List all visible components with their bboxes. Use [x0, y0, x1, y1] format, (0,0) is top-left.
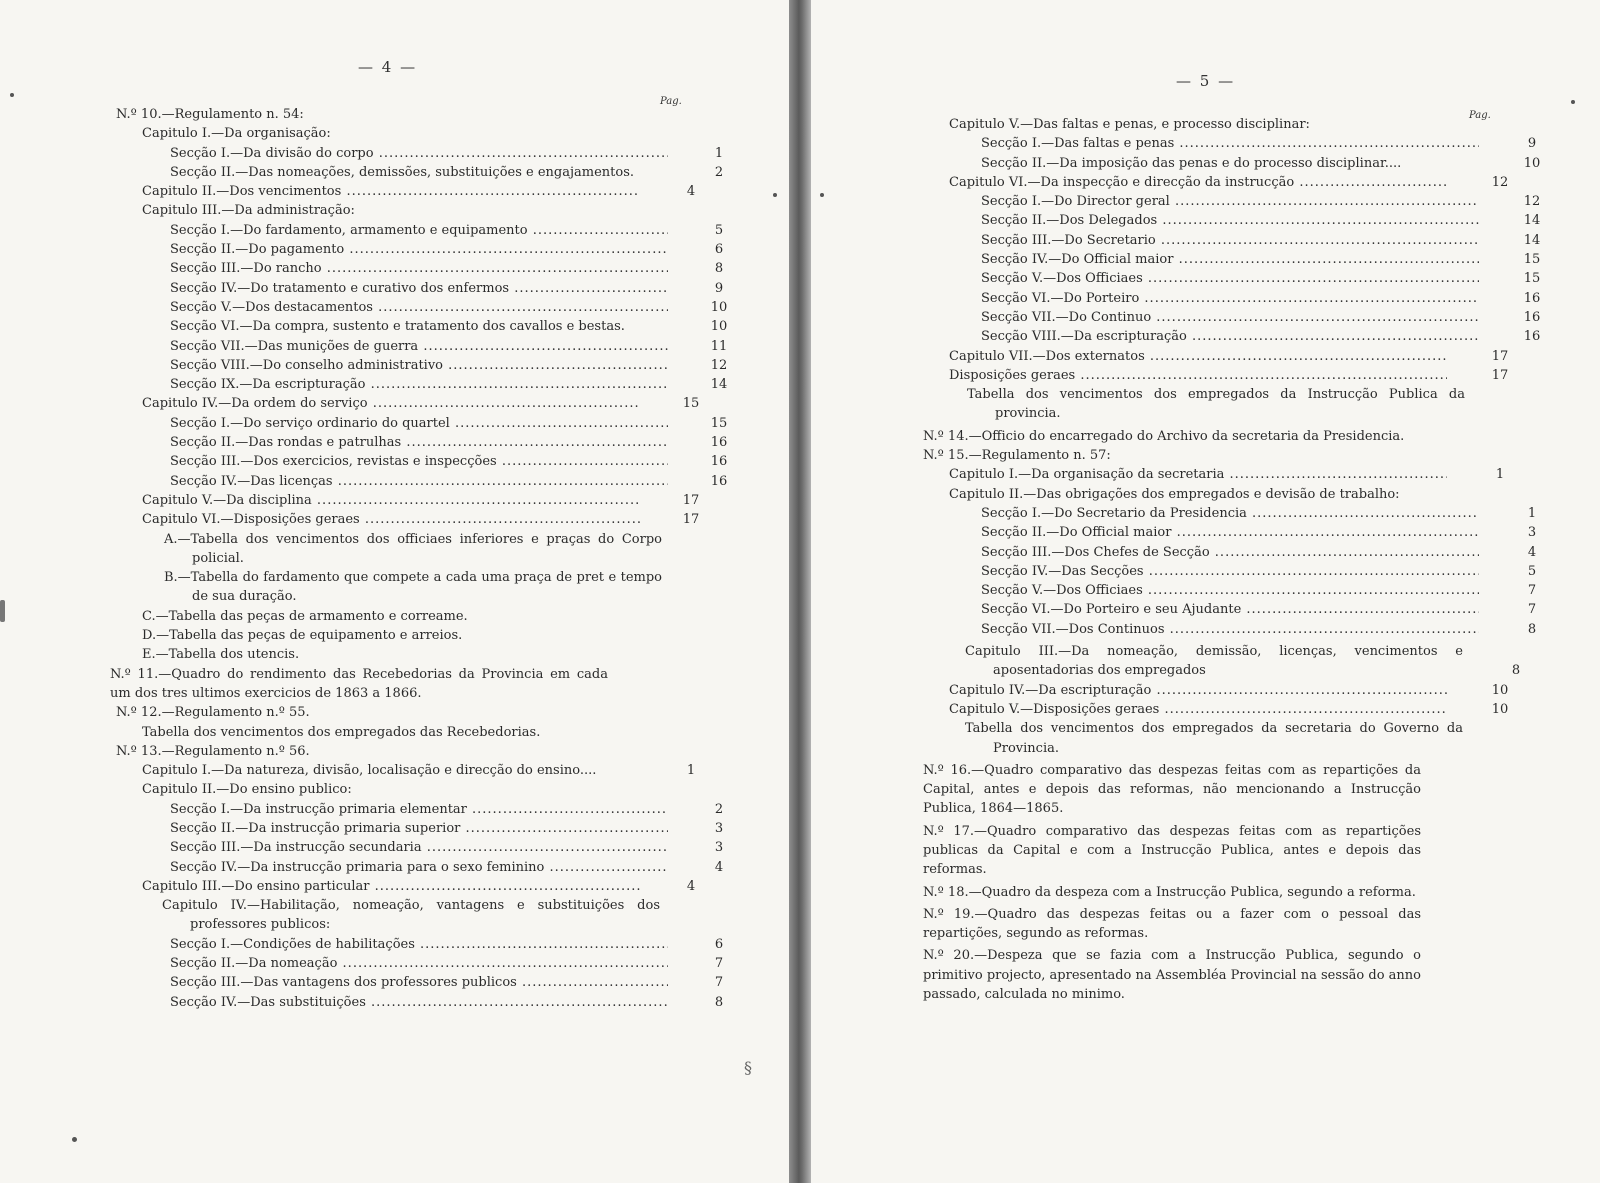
page-ref: 10	[710, 299, 728, 315]
toc-entry: N.º 13.—Regulamento n.º 56.	[116, 743, 310, 759]
toc-entry: Secção I.—Das faltas e penas ..... 9	[923, 134, 1479, 153]
pag-column-label: Pag.	[1469, 110, 1491, 121]
pag-column-label: Pag.	[660, 96, 682, 107]
toc-entry: Tabella dos vencimentos dos empregados das Recebedorias.	[142, 724, 541, 740]
page-ref: 3	[714, 840, 724, 856]
page-ref: 15	[1523, 252, 1541, 268]
page-ref: 15	[710, 415, 728, 431]
toc-entry: Secção IV.—Das Secções ..... 5	[923, 562, 1479, 581]
toc-entry: N.º 11.—Quadro do rendimento das Recebedorias da Provincia em cada um dos tres ultimos exercicios de 1863 a 1866.	[110, 666, 608, 701]
page-ref: 11	[710, 338, 728, 354]
page-ref: 16	[710, 435, 728, 451]
toc-entry: Secção IV.—Do tratamento e curativo dos enfermos ..... 9	[116, 279, 668, 298]
page-ref: 7	[714, 975, 724, 991]
toc-entry: Secção VII.—Dos Continuos ..... 8	[923, 620, 1479, 639]
page-ref: 1	[686, 763, 696, 779]
toc-entry: Capitulo I.—Da organisação:	[142, 126, 331, 142]
toc-entry: Secção VII.—Do Continuo ..... 16	[923, 308, 1479, 327]
toc-entry: Capitulo V.—Disposições geraes ..... 10	[923, 700, 1447, 719]
page-ref: 2	[714, 801, 724, 817]
toc-entry: Secção II.—Do Official maior ..... 3	[923, 523, 1479, 542]
page-ref: 14	[1523, 232, 1541, 248]
page-ref: 15	[1523, 271, 1541, 287]
page-ref: 1	[714, 145, 724, 161]
page-ref: 4	[686, 878, 696, 894]
toc-entry: Secção III.—Das vantagens dos professores publicos ..... 7	[116, 973, 668, 992]
toc-entry: Secção I.—Do fardamento, armamento e equipamento ..... 5	[116, 221, 668, 240]
toc-entry: Secção V.—Dos Officiaes ..... 15	[923, 269, 1479, 288]
toc-entry: Capitulo I.—Da organisação da secretaria ..... 1	[923, 465, 1447, 484]
page-ref: 3	[714, 820, 724, 836]
page-ref: 9	[714, 280, 724, 296]
page-number: — 5 —	[1176, 72, 1236, 90]
toc-entry: Secção II.—Da imposição das penas e do processo disciplinar.... 10	[923, 154, 1479, 173]
toc-entry: Secção I.—Da instrucção primaria elementar ..... 2	[116, 800, 668, 819]
toc-entry: Secção I.—Do Secretario da Presidencia ..... 1	[923, 504, 1479, 523]
page-ref: 5	[714, 222, 724, 238]
toc-entry: Tabella dos vencimentos dos empregados da secretaria do Governo da Provincia.	[965, 721, 1463, 756]
page-ref: 16	[710, 454, 728, 470]
scan-mark: §	[744, 1058, 752, 1077]
page-ref: 9	[1527, 136, 1537, 152]
toc-list	[110, 105, 728, 1012]
toc-entry: Secção V.—Dos Officiaes ..... 7	[923, 581, 1479, 600]
page-ref: 6	[714, 936, 724, 952]
toc-entry: N.º 19.—Quadro das despezas feitas ou a fazer com o pessoal das repartições, segundo as reformas.	[923, 906, 1421, 942]
page-ref: 3	[1527, 525, 1537, 541]
page-ref: 16	[1523, 290, 1541, 306]
page-ref: 8	[1527, 621, 1537, 637]
page-ref: 10	[1491, 682, 1509, 698]
toc-entry: Secção IX.—Da escripturação ..... 14	[116, 375, 668, 394]
page-ref: 16	[710, 473, 728, 489]
toc-entry: N.º 12.—Regulamento n.º 55.	[116, 705, 310, 721]
page-ref: 16	[1523, 309, 1541, 325]
toc-entry: A.—Tabella dos vencimentos dos officiaes inferiores e praças do Corpo policial.	[164, 531, 662, 566]
toc-entry: Capitulo II.—Do ensino publico:	[142, 782, 352, 798]
toc-entry: Secção I.—Da divisão do corpo ..... 1	[116, 144, 668, 163]
page-ref: 8	[1511, 663, 1521, 679]
toc-entry: Capitulo III.—Da nomeação, demissão, licenças, vencimentos e aposentadorias dos empregados 8	[923, 642, 1463, 681]
toc-entry: E.—Tabella dos utencis.	[142, 647, 300, 663]
page-ref: 12	[710, 357, 728, 373]
page-ref: 12	[1523, 194, 1541, 210]
page-ref: 6	[714, 242, 724, 258]
page-ref: 7	[1527, 583, 1537, 599]
toc-entry: D.—Tabella das peças de equipamento e arreios.	[142, 628, 463, 644]
book-gutter	[789, 0, 811, 1183]
page-ref: 10	[710, 319, 728, 335]
right-page	[811, 0, 1600, 1183]
toc-entry: N.º 10.—Regulamento n. 54:	[116, 107, 304, 122]
toc-entry: Disposições geraes ..... 17	[923, 366, 1447, 385]
page-ref: 14	[1523, 213, 1541, 229]
toc-entry: Capitulo III.—Da administração:	[142, 203, 355, 219]
page-number: — 4 —	[358, 58, 418, 76]
toc-entry: N.º 18.—Quadro da despeza com a Instrucção Publica, segundo a reforma.	[923, 884, 1416, 900]
page-ref: 1	[1495, 467, 1505, 483]
toc-entry: Capitulo I.—Da natureza, divisão, localisação e direcção do ensino.... 1	[116, 761, 640, 780]
scan-speck	[773, 193, 777, 197]
toc-entry: Secção III.—Do rancho ..... 8	[116, 259, 668, 278]
page-ref: 4	[1527, 544, 1537, 560]
scan-speck	[10, 93, 14, 97]
toc-entry: Secção V.—Dos destacamentos ..... 10	[116, 298, 668, 317]
page-ref: 14	[710, 377, 728, 393]
page-ref: 10	[1523, 155, 1541, 171]
toc-entry: Secção VI.—Do Porteiro ..... 16	[923, 289, 1479, 308]
toc-entry: Capitulo VI.—Da inspecção e direcção da instrucção ..... 12	[923, 173, 1447, 192]
toc-entry: Secção II.—Do pagamento ..... 6	[116, 240, 668, 259]
toc-entry: Secção II.—Das rondas e patrulhas ..... 16	[116, 433, 668, 452]
toc-entry: Secção III.—Dos Chefes de Secção ..... 4	[923, 543, 1479, 562]
toc-entry: N.º 17.—Quadro comparativo das despezas feitas com as repartições publicas da Capital e com a Instrucção Publica, antes e depois das reformas.	[923, 823, 1421, 878]
page-ref: 7	[714, 956, 724, 972]
toc-entry: Secção VIII.—Do conselho administrativo ..... 12	[116, 356, 668, 375]
toc-entry: Capitulo V.—Das faltas e penas, e processo disciplinar:	[949, 117, 1310, 132]
page-ref: 1	[1527, 505, 1537, 521]
toc-entry: Secção VIII.—Da escripturação ..... 16	[923, 327, 1479, 346]
toc-list	[923, 115, 1541, 1004]
toc-entry: Secção I.—Do Director geral ..... 12	[923, 192, 1479, 211]
page-ref: 5	[1527, 563, 1537, 579]
toc-entry: Secção III.—Dos exercicios, revistas e inspecções ..... 16	[116, 452, 668, 471]
toc-entry: C.—Tabella das peças de armamento e correame.	[142, 608, 468, 624]
page-ref: 2	[714, 164, 724, 180]
page-ref: 8	[714, 994, 724, 1010]
page-ref: 15	[682, 396, 700, 412]
toc-entry: Secção IV.—Da instrucção primaria para o sexo feminino ..... 4	[116, 858, 668, 877]
toc-entry: Secção I.—Condições de habilitações ..... 6	[116, 935, 668, 954]
toc-entry: Secção IV.—Das substituições ..... 8	[116, 993, 668, 1012]
left-page	[0, 0, 789, 1183]
scan-speck	[820, 193, 824, 197]
page-ref: 10	[1491, 701, 1509, 717]
page-ref: 17	[682, 512, 700, 528]
toc-entry: Secção III.—Do Secretario ..... 14	[923, 231, 1479, 250]
scan-speck	[1571, 100, 1575, 104]
toc-entry: Capitulo V.—Da disciplina ..... 17	[116, 491, 640, 510]
page-ref: 7	[1527, 602, 1537, 618]
toc-entry: Capitulo IV.—Da escripturação ..... 10	[923, 681, 1447, 700]
page-ref: 16	[1523, 329, 1541, 345]
toc-entry: Capitulo IV.—Habilitação, nomeação, vantagens e substituições dos professores publicos:	[162, 898, 660, 933]
toc-entry: B.—Tabella do fardamento que compete a cada uma praça de pret e tempo de sua duração.	[164, 570, 662, 605]
toc-entry: Secção IV.—Do Official maior ..... 15	[923, 250, 1479, 269]
toc-entry: N.º 15.—Regulamento n. 57:	[923, 448, 1111, 464]
page-ref: 12	[1491, 174, 1509, 190]
toc-entry: Secção III.—Da instrucção secundaria ..... 3	[116, 838, 668, 857]
toc-entry: Secção II.—Da instrucção primaria superior ..... 3	[116, 819, 668, 838]
toc-entry: N.º 20.—Despeza que se fazia com a Instrucção Publica, segundo o primitivo projecto, apresentado na Assembléa Provincial na sessão do anno passado, calculada no minimo.	[923, 948, 1421, 1003]
toc-entry: Tabella dos vencimentos dos empregados da Instrucção Publica da provincia.	[967, 387, 1465, 422]
toc-entry: N.º 14.—Officio do encarregado do Archivo da secretaria da Presidencia.	[923, 428, 1405, 444]
toc-entry: Capitulo IV.—Da ordem do serviço ..... 15	[116, 394, 640, 413]
toc-entry: Capitulo II.—Dos vencimentos ..... 4	[116, 182, 640, 201]
scan-speck	[0, 600, 5, 622]
toc-entry: Secção VII.—Das munições de guerra ..... 11	[116, 337, 668, 356]
page-ref: 17	[1491, 367, 1509, 383]
toc-entry: Secção VI.—Da compra, sustento e tratamento dos cavallos e bestas. 10	[116, 317, 668, 336]
page-ref: 8	[714, 261, 724, 277]
toc-entry: Secção VI.—Do Porteiro e seu Ajudante ..... 7	[923, 600, 1479, 619]
toc-entry: Capitulo II.—Das obrigações dos empregados e devisão de trabalho:	[949, 486, 1400, 502]
toc-entry: Capitulo III.—Do ensino particular ..... 4	[116, 877, 640, 896]
page-ref: 17	[1491, 348, 1509, 364]
toc-entry: Secção II.—Da nomeação ..... 7	[116, 954, 668, 973]
toc-entry: Capitulo VII.—Dos externatos ..... 17	[923, 347, 1447, 366]
toc-entry: N.º 16.—Quadro comparativo das despezas feitas com as repartições da Capital, antes e depois das reformas, não mencionando a Instrucção Publica, 1864—1865.	[923, 762, 1421, 817]
toc-entry: Secção II.—Dos Delegados ..... 14	[923, 211, 1479, 230]
toc-entry: Secção II.—Das nomeações, demissões, substituições e engajamentos. 2	[116, 163, 668, 182]
scan-speck	[72, 1137, 77, 1142]
page-ref: 4	[714, 859, 724, 875]
toc-entry: Capitulo VI.—Disposições geraes ..... 17	[116, 510, 640, 529]
page-ref: 4	[686, 184, 696, 200]
page-ref: 17	[682, 492, 700, 508]
toc-entry: Secção IV.—Das licenças ..... 16	[116, 472, 668, 491]
toc-entry: Secção I.—Do serviço ordinario do quartel ..... 15	[116, 414, 668, 433]
